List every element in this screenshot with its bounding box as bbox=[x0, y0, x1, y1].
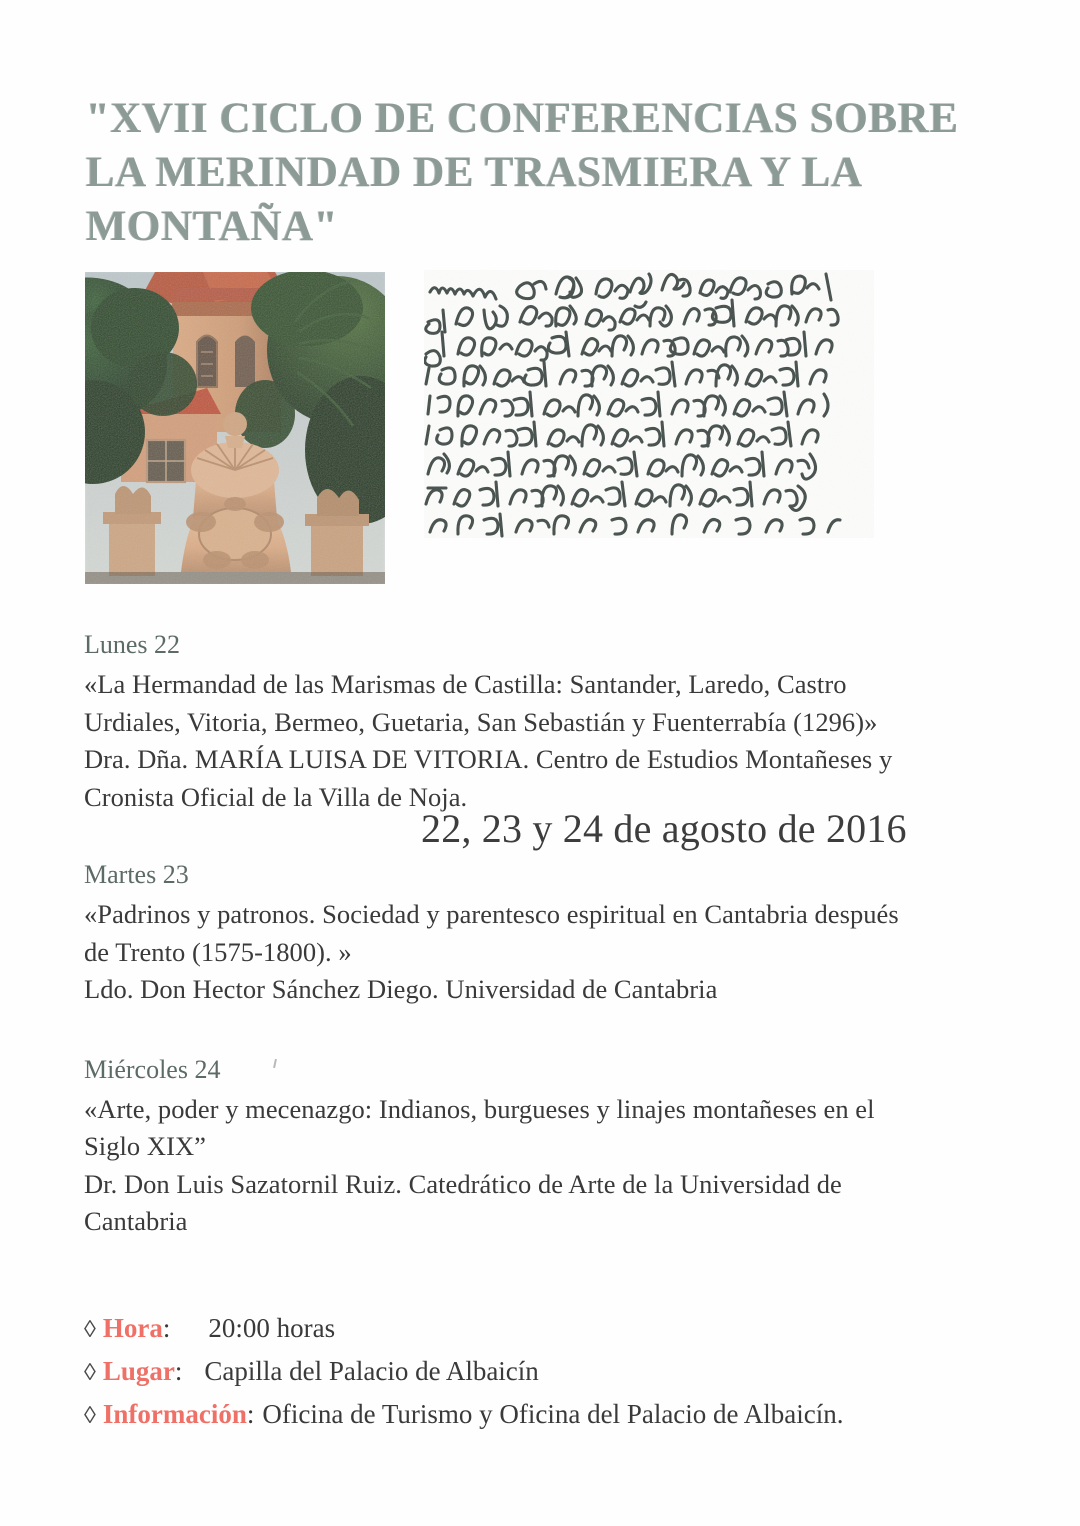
page-title bbox=[86, 92, 986, 254]
medieval-manuscript-image bbox=[424, 270, 874, 538]
info-row-informacion bbox=[84, 1394, 1014, 1437]
session-lunes-22 bbox=[84, 628, 1014, 816]
session-line: Cantabria bbox=[84, 1206, 188, 1236]
diamond-bullet-icon: ◊ bbox=[84, 1317, 96, 1343]
session-miercoles-24 bbox=[84, 1053, 1014, 1241]
info-row-lugar bbox=[84, 1351, 1014, 1394]
info-label-hora: Hora bbox=[102, 1313, 163, 1343]
session-day-heading: Lunes 22 bbox=[84, 630, 181, 659]
programme-list bbox=[84, 628, 1014, 1241]
diamond-bullet-icon: ◊ bbox=[84, 1403, 96, 1429]
info-label-lugar: Lugar bbox=[102, 1356, 175, 1386]
session-martes-23 bbox=[84, 858, 1014, 1009]
session-day-heading: Martes 23 bbox=[84, 860, 189, 889]
page-title-line-2: LA MERINDAD DE TRASMIERA Y LA bbox=[86, 149, 863, 196]
session-line: Dr. Don Luis Sazatornil Ruiz. Catedrático de Arte de la Universidad de bbox=[84, 1168, 842, 1199]
page-title-line-3: MONTAÑA" bbox=[86, 203, 339, 250]
session-line: de Trento (1575-1800). » bbox=[84, 936, 352, 967]
page-title-line-1: "XVII CICLO DE CONFERENCIAS SOBRE bbox=[86, 95, 959, 142]
info-value-informacion: Oficina de Turismo y Oficina del Palacio de Albaicín. bbox=[262, 1399, 844, 1429]
session-line: «Padrinos y patronos. Sociedad y parentesco espiritual en Cantabria después bbox=[84, 899, 899, 929]
session-line: Dra. Dña. MARÍA LUISA DE VITORIA. Centro de Estudios Montañeses y bbox=[84, 744, 893, 774]
scan-artifact-mark bbox=[274, 1058, 278, 1067]
session-line: «La Hermandad de las Marismas de Castilla: Santander, Laredo, Castro bbox=[84, 669, 847, 699]
info-value-lugar: Capilla del Palacio de Albaicín bbox=[204, 1356, 539, 1386]
session-line: «Arte, poder y mecenazgo: Indianos, burgueses y linajes montañeses en el bbox=[84, 1093, 875, 1124]
session-day-heading bbox=[84, 1053, 220, 1087]
info-value-hora: 20:00 horas bbox=[208, 1313, 336, 1343]
session-line: Urdiales, Vitoria, Bermeo, Guetaria, San Sebastián y Fuenterrabía (1296)» bbox=[84, 706, 878, 737]
session-line: Siglo XIX” bbox=[84, 1131, 206, 1161]
info-colon: : bbox=[162, 1313, 171, 1343]
info-colon: : bbox=[174, 1356, 183, 1386]
session-line: Cronista Oficial de la Villa de Noja. bbox=[84, 781, 468, 812]
practical-info bbox=[84, 1308, 1014, 1437]
diamond-bullet-icon: ◊ bbox=[84, 1360, 96, 1386]
event-date: 22, 23 y 24 de agosto de 2016 bbox=[421, 806, 907, 851]
info-colon: : bbox=[246, 1399, 255, 1429]
palacio-de-albaicin-photo bbox=[85, 272, 385, 584]
session-line: Ldo. Don Hector Sánchez Diego. Universidad de Cantabria bbox=[84, 974, 718, 1004]
info-row-hora bbox=[84, 1308, 1014, 1351]
info-label-informacion: Información bbox=[102, 1399, 247, 1429]
session-day-label: Miércoles 24 bbox=[84, 1054, 221, 1084]
